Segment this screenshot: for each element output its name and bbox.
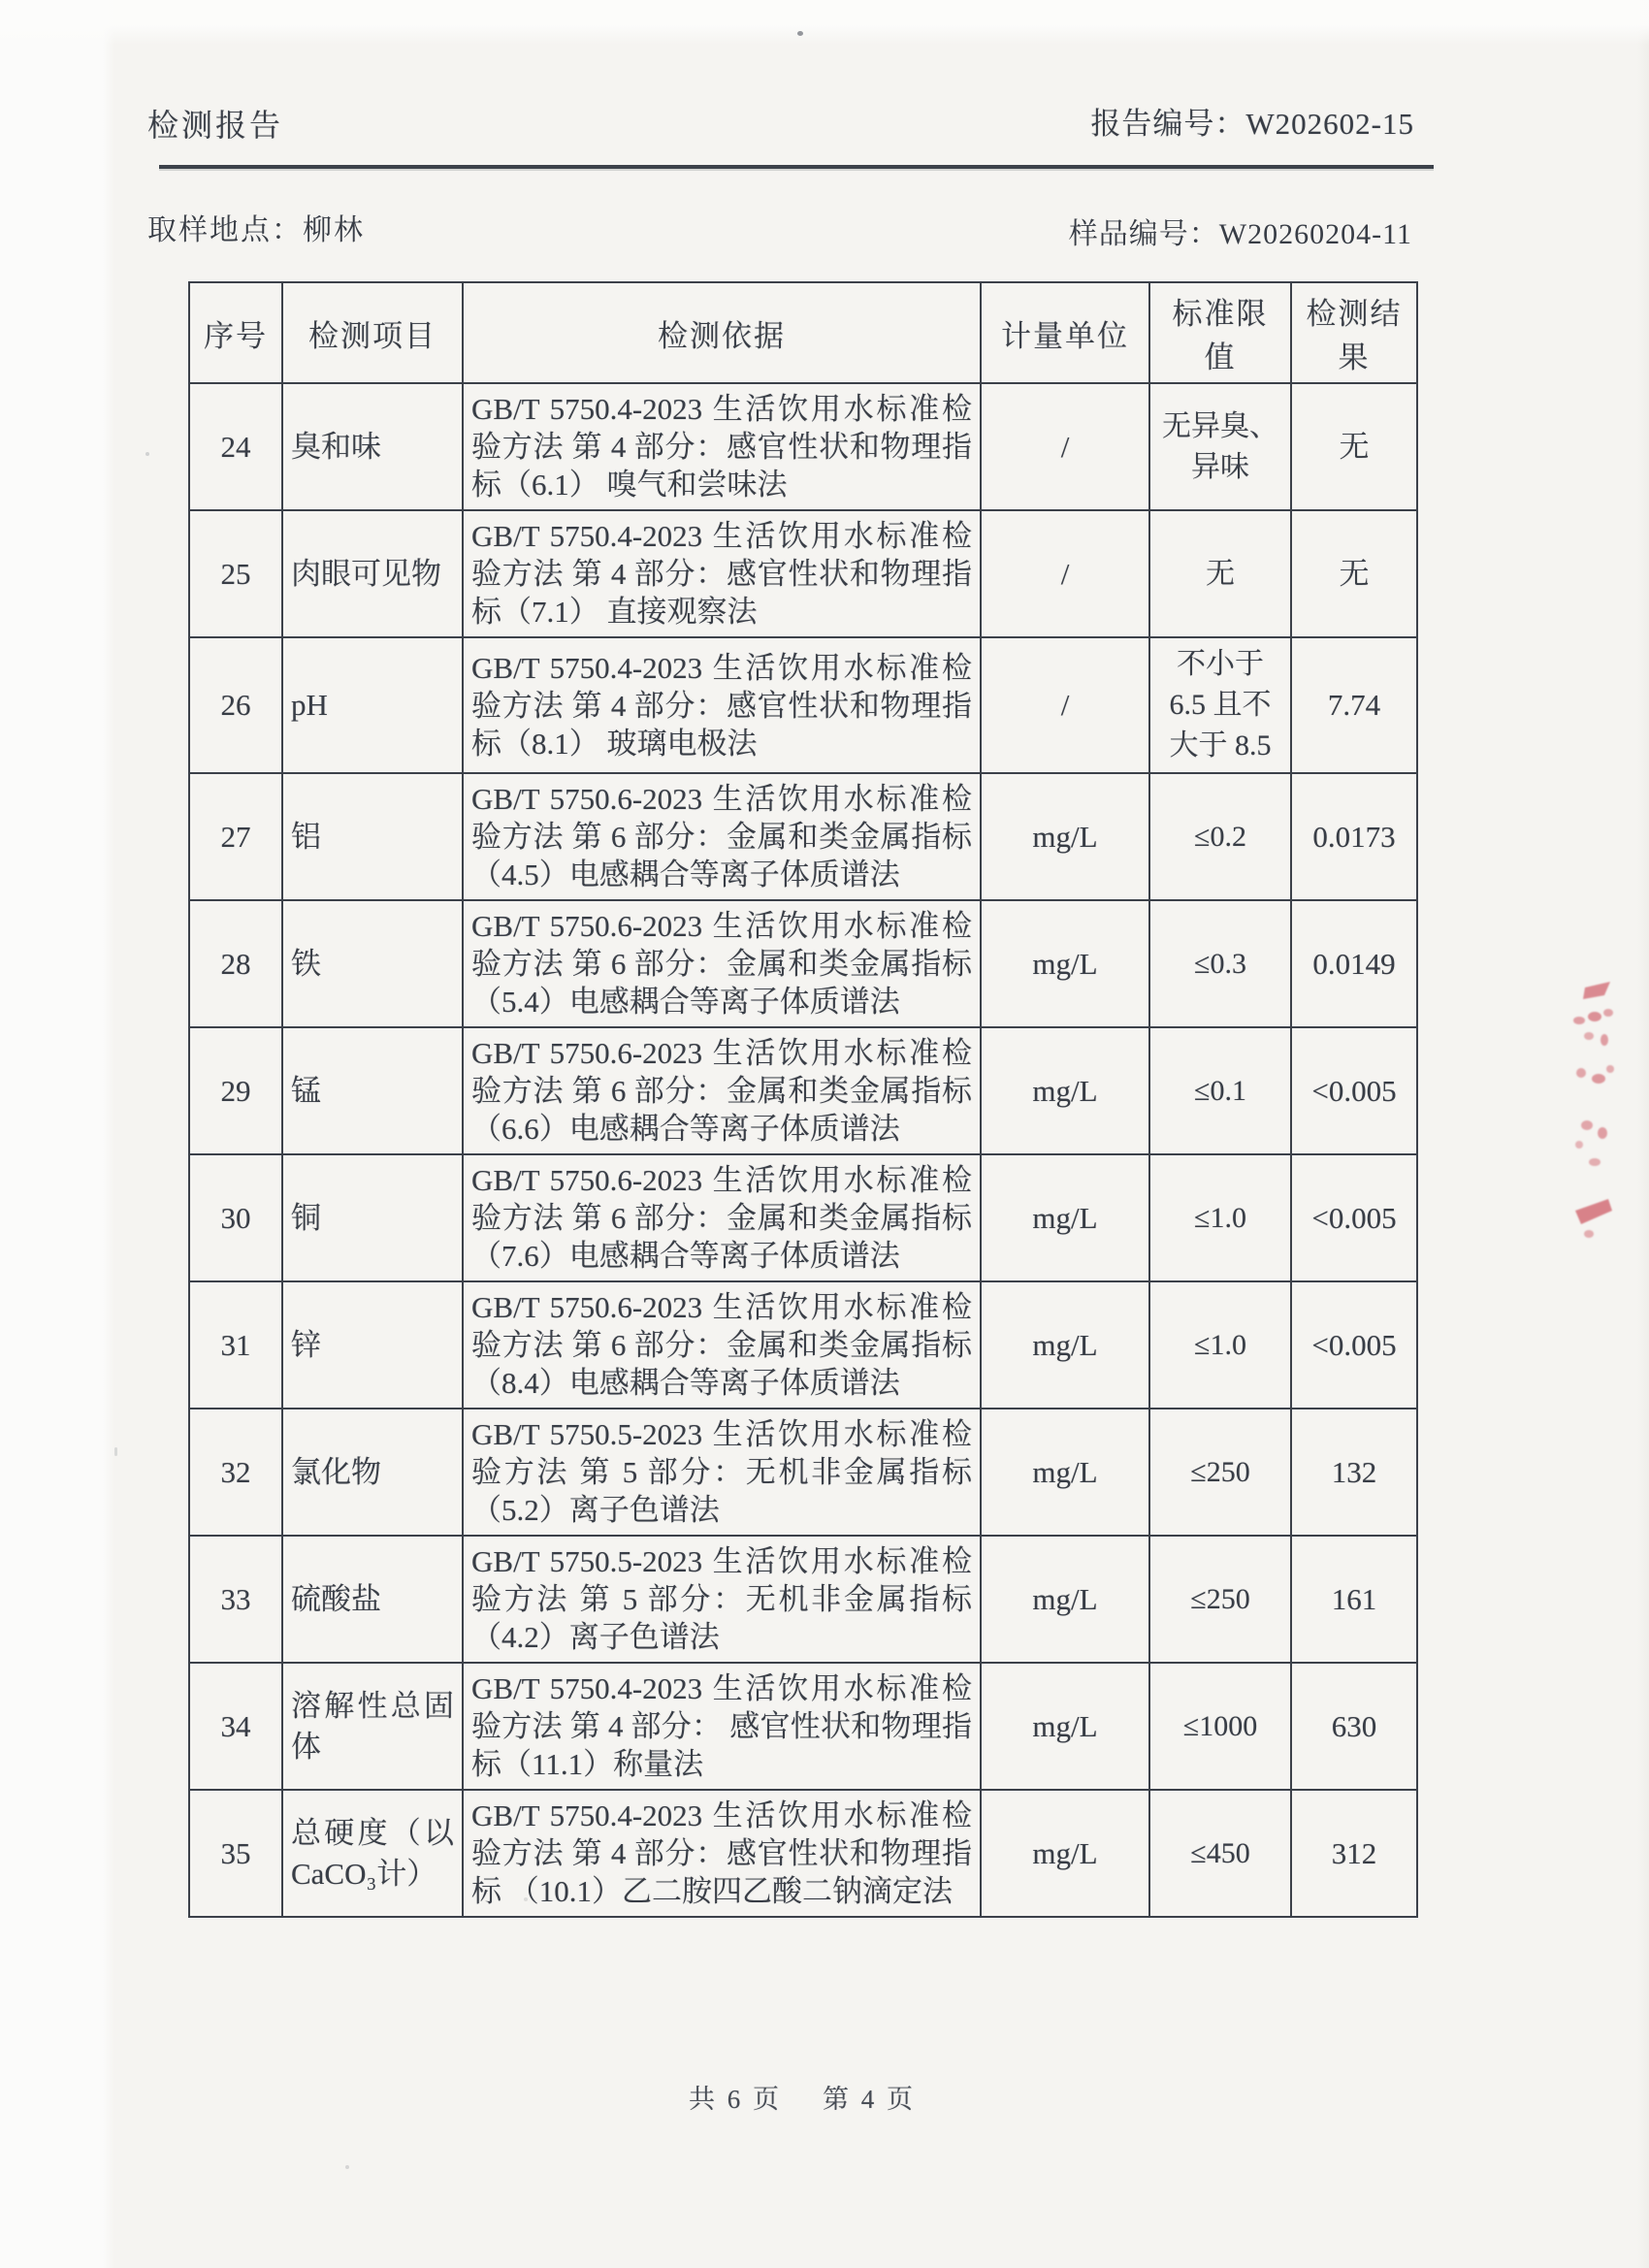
table-header-row bbox=[189, 282, 1417, 383]
table-row bbox=[189, 510, 1417, 637]
header-cell-item: 检测项目 bbox=[282, 282, 463, 383]
report-number-value: W202602-15 bbox=[1245, 107, 1414, 141]
cell-test-result: 161 bbox=[1291, 1536, 1417, 1663]
cell-test-basis: GB/T 5750.4-2023 生活饮用水标准检验方法 第 4 部分：感官性状和物理指标 （10.1）乙二胺四乙酸二钠滴定法 bbox=[463, 1790, 981, 1917]
cell-test-item: 氯化物 bbox=[282, 1409, 463, 1536]
cell-test-result: <0.005 bbox=[1291, 1154, 1417, 1281]
table-row bbox=[189, 1281, 1417, 1409]
cell-serial-number: 24 bbox=[189, 383, 282, 510]
sample-number-value: W20260204-11 bbox=[1218, 218, 1412, 250]
cell-unit: mg/L bbox=[981, 1409, 1149, 1536]
sampling-location bbox=[147, 206, 365, 248]
sampling-location-label: 取样地点： bbox=[147, 214, 303, 246]
table-row bbox=[189, 1663, 1417, 1790]
cell-test-item: 铜 bbox=[282, 1154, 463, 1281]
cell-test-basis: GB/T 5750.6-2023 生活饮用水标准检验方法 第 6 部分：金属和类金属指标（6.6）电感耦合等离子体质谱法 bbox=[463, 1027, 981, 1154]
table-row bbox=[189, 1409, 1417, 1536]
cell-serial-number: 31 bbox=[189, 1281, 282, 1409]
cell-standard-limit: ≤450 bbox=[1149, 1790, 1291, 1917]
cell-standard-limit: 不小于 6.5 且不大于 8.5 bbox=[1149, 637, 1291, 773]
cell-serial-number: 30 bbox=[189, 1154, 282, 1281]
report-number bbox=[1090, 99, 1414, 143]
scan-speck bbox=[1228, 345, 1232, 349]
cell-standard-limit: ≤0.2 bbox=[1149, 773, 1291, 900]
cell-test-item: pH bbox=[282, 637, 463, 773]
table-row bbox=[189, 383, 1417, 510]
cell-unit: mg/L bbox=[981, 1154, 1149, 1281]
cell-unit: mg/L bbox=[981, 773, 1149, 900]
cell-test-result: 630 bbox=[1291, 1663, 1417, 1790]
cell-test-basis: GB/T 5750.6-2023 生活饮用水标准检验方法 第 6 部分：金属和类金属指标（8.4）电感耦合等离子体质谱法 bbox=[463, 1281, 981, 1409]
cell-test-result: 0.0173 bbox=[1291, 773, 1417, 900]
sample-number bbox=[1069, 210, 1412, 252]
cell-serial-number: 32 bbox=[189, 1409, 282, 1536]
cell-test-basis: GB/T 5750.6-2023 生活饮用水标准检验方法 第 6 部分：金属和类金属指标（5.4）电感耦合等离子体质谱法 bbox=[463, 900, 981, 1027]
cell-test-item: 总硬度（以CaCO₃计） bbox=[282, 1790, 463, 1917]
cell-test-basis: GB/T 5750.5-2023 生活饮用水标准检验方法 第 5 部分：无机非金属指标 （5.2）离子色谱法 bbox=[463, 1409, 981, 1536]
scan-speck bbox=[345, 2165, 349, 2169]
table-row bbox=[189, 773, 1417, 900]
cell-unit: mg/L bbox=[981, 1281, 1149, 1409]
table-row bbox=[189, 1790, 1417, 1917]
cell-test-result: <0.005 bbox=[1291, 1027, 1417, 1154]
cell-serial-number: 28 bbox=[189, 900, 282, 1027]
scan-speck bbox=[146, 452, 149, 456]
table-row bbox=[189, 1154, 1417, 1281]
cell-test-basis: GB/T 5750.4-2023 生活饮用水标准检验方法 第 4 部分：感官性状和物理指标（8.1） 玻璃电极法 bbox=[463, 637, 981, 773]
cell-standard-limit: ≤1000 bbox=[1149, 1663, 1291, 1790]
cell-serial-number: 33 bbox=[189, 1536, 282, 1663]
sample-number-label: 样品编号： bbox=[1068, 218, 1219, 250]
cell-test-basis: GB/T 5750.6-2023 生活饮用水标准检验方法 第 6 部分：金属和类金属指标（7.6）电感耦合等离子体质谱法 bbox=[463, 1154, 981, 1281]
footer-total-pages: 共 6 页 bbox=[689, 2085, 782, 2114]
cell-test-result: <0.005 bbox=[1291, 1281, 1417, 1409]
header-divider bbox=[159, 165, 1434, 169]
cell-serial-number: 27 bbox=[189, 773, 282, 900]
cell-test-item: 锰 bbox=[282, 1027, 463, 1154]
cell-unit: / bbox=[981, 637, 1149, 773]
cell-serial-number: 25 bbox=[189, 510, 282, 637]
scan-speck bbox=[797, 31, 803, 36]
cell-test-basis: GB/T 5750.4-2023 生活饮用水标准检验方法 第 4 部分：感官性状和物理指标（6.1） 嗅气和尝味法 bbox=[463, 383, 981, 510]
cell-test-result: 无 bbox=[1291, 383, 1417, 510]
table-row bbox=[189, 1536, 1417, 1663]
sampling-location-value: 柳林 bbox=[303, 214, 365, 246]
cell-test-result: 7.74 bbox=[1291, 637, 1417, 773]
cell-standard-limit: ≤0.3 bbox=[1149, 900, 1291, 1027]
scan-speck bbox=[524, 1897, 528, 1901]
cell-unit: mg/L bbox=[981, 1663, 1149, 1790]
header-cell-unit: 计量单位 bbox=[981, 282, 1149, 383]
cell-unit: mg/L bbox=[981, 900, 1149, 1027]
header-cell-basis: 检测依据 bbox=[463, 282, 981, 383]
cell-test-result: 132 bbox=[1291, 1409, 1417, 1536]
cell-standard-limit: ≤1.0 bbox=[1149, 1281, 1291, 1409]
cell-unit: mg/L bbox=[981, 1536, 1149, 1663]
cell-test-item: 臭和味 bbox=[282, 383, 463, 510]
page-title: 检测报告 bbox=[147, 108, 284, 143]
report-number-label: 报告编号： bbox=[1090, 107, 1246, 141]
header-cell-no: 序号 bbox=[189, 282, 282, 383]
cell-test-result: 0.0149 bbox=[1291, 900, 1417, 1027]
cell-test-basis: GB/T 5750.4-2023 生活饮用水标准检验方法 第 4 部分： 感官性状和物理指标（11.1）称量法 bbox=[463, 1663, 981, 1790]
cell-standard-limit: 无 bbox=[1149, 510, 1291, 637]
table-row bbox=[189, 1027, 1417, 1154]
cell-serial-number: 35 bbox=[189, 1790, 282, 1917]
cell-standard-limit: ≤250 bbox=[1149, 1409, 1291, 1536]
cell-test-result: 312 bbox=[1291, 1790, 1417, 1917]
cell-test-item: 溶解性总固体 bbox=[282, 1663, 463, 1790]
results-table bbox=[188, 281, 1418, 1918]
table-row bbox=[189, 900, 1417, 1027]
page-footer bbox=[188, 2078, 1416, 2116]
cell-standard-limit: ≤250 bbox=[1149, 1536, 1291, 1663]
cell-test-basis: GB/T 5750.6-2023 生活饮用水标准检验方法 第 6 部分：金属和类金属指标（4.5）电感耦合等离子体质谱法 bbox=[463, 773, 981, 900]
cell-test-result: 无 bbox=[1291, 510, 1417, 637]
cell-serial-number: 29 bbox=[189, 1027, 282, 1154]
footer-current-page: 第 4 页 bbox=[823, 2085, 916, 2114]
cell-test-basis: GB/T 5750.5-2023 生活饮用水标准检验方法 第 5 部分：无机非金属指标 （4.2）离子色谱法 bbox=[463, 1536, 981, 1663]
cell-test-basis: GB/T 5750.4-2023 生活饮用水标准检验方法 第 4 部分：感官性状和物理指标（7.1） 直接观察法 bbox=[463, 510, 981, 637]
cell-serial-number: 26 bbox=[189, 637, 282, 773]
header-cell-result: 检测结果 bbox=[1291, 282, 1417, 383]
header-cell-limit: 标准限值 bbox=[1149, 282, 1291, 383]
cell-standard-limit: ≤1.0 bbox=[1149, 1154, 1291, 1281]
cell-unit: / bbox=[981, 383, 1149, 510]
cell-test-item: 肉眼可见物 bbox=[282, 510, 463, 637]
cell-test-item: 铁 bbox=[282, 900, 463, 1027]
cell-standard-limit: 无异臭、异味 bbox=[1149, 383, 1291, 510]
cell-unit: / bbox=[981, 510, 1149, 637]
cell-serial-number: 34 bbox=[189, 1663, 282, 1790]
cell-unit: mg/L bbox=[981, 1790, 1149, 1917]
cell-test-item: 硫酸盐 bbox=[282, 1536, 463, 1663]
scan-speck bbox=[114, 1447, 117, 1456]
cell-standard-limit: ≤0.1 bbox=[1149, 1027, 1291, 1154]
table-row bbox=[189, 637, 1417, 773]
cell-test-item: 铝 bbox=[282, 773, 463, 900]
cell-test-item: 锌 bbox=[282, 1281, 463, 1409]
red-stamp-fragment bbox=[1566, 980, 1616, 1240]
cell-unit: mg/L bbox=[981, 1027, 1149, 1154]
